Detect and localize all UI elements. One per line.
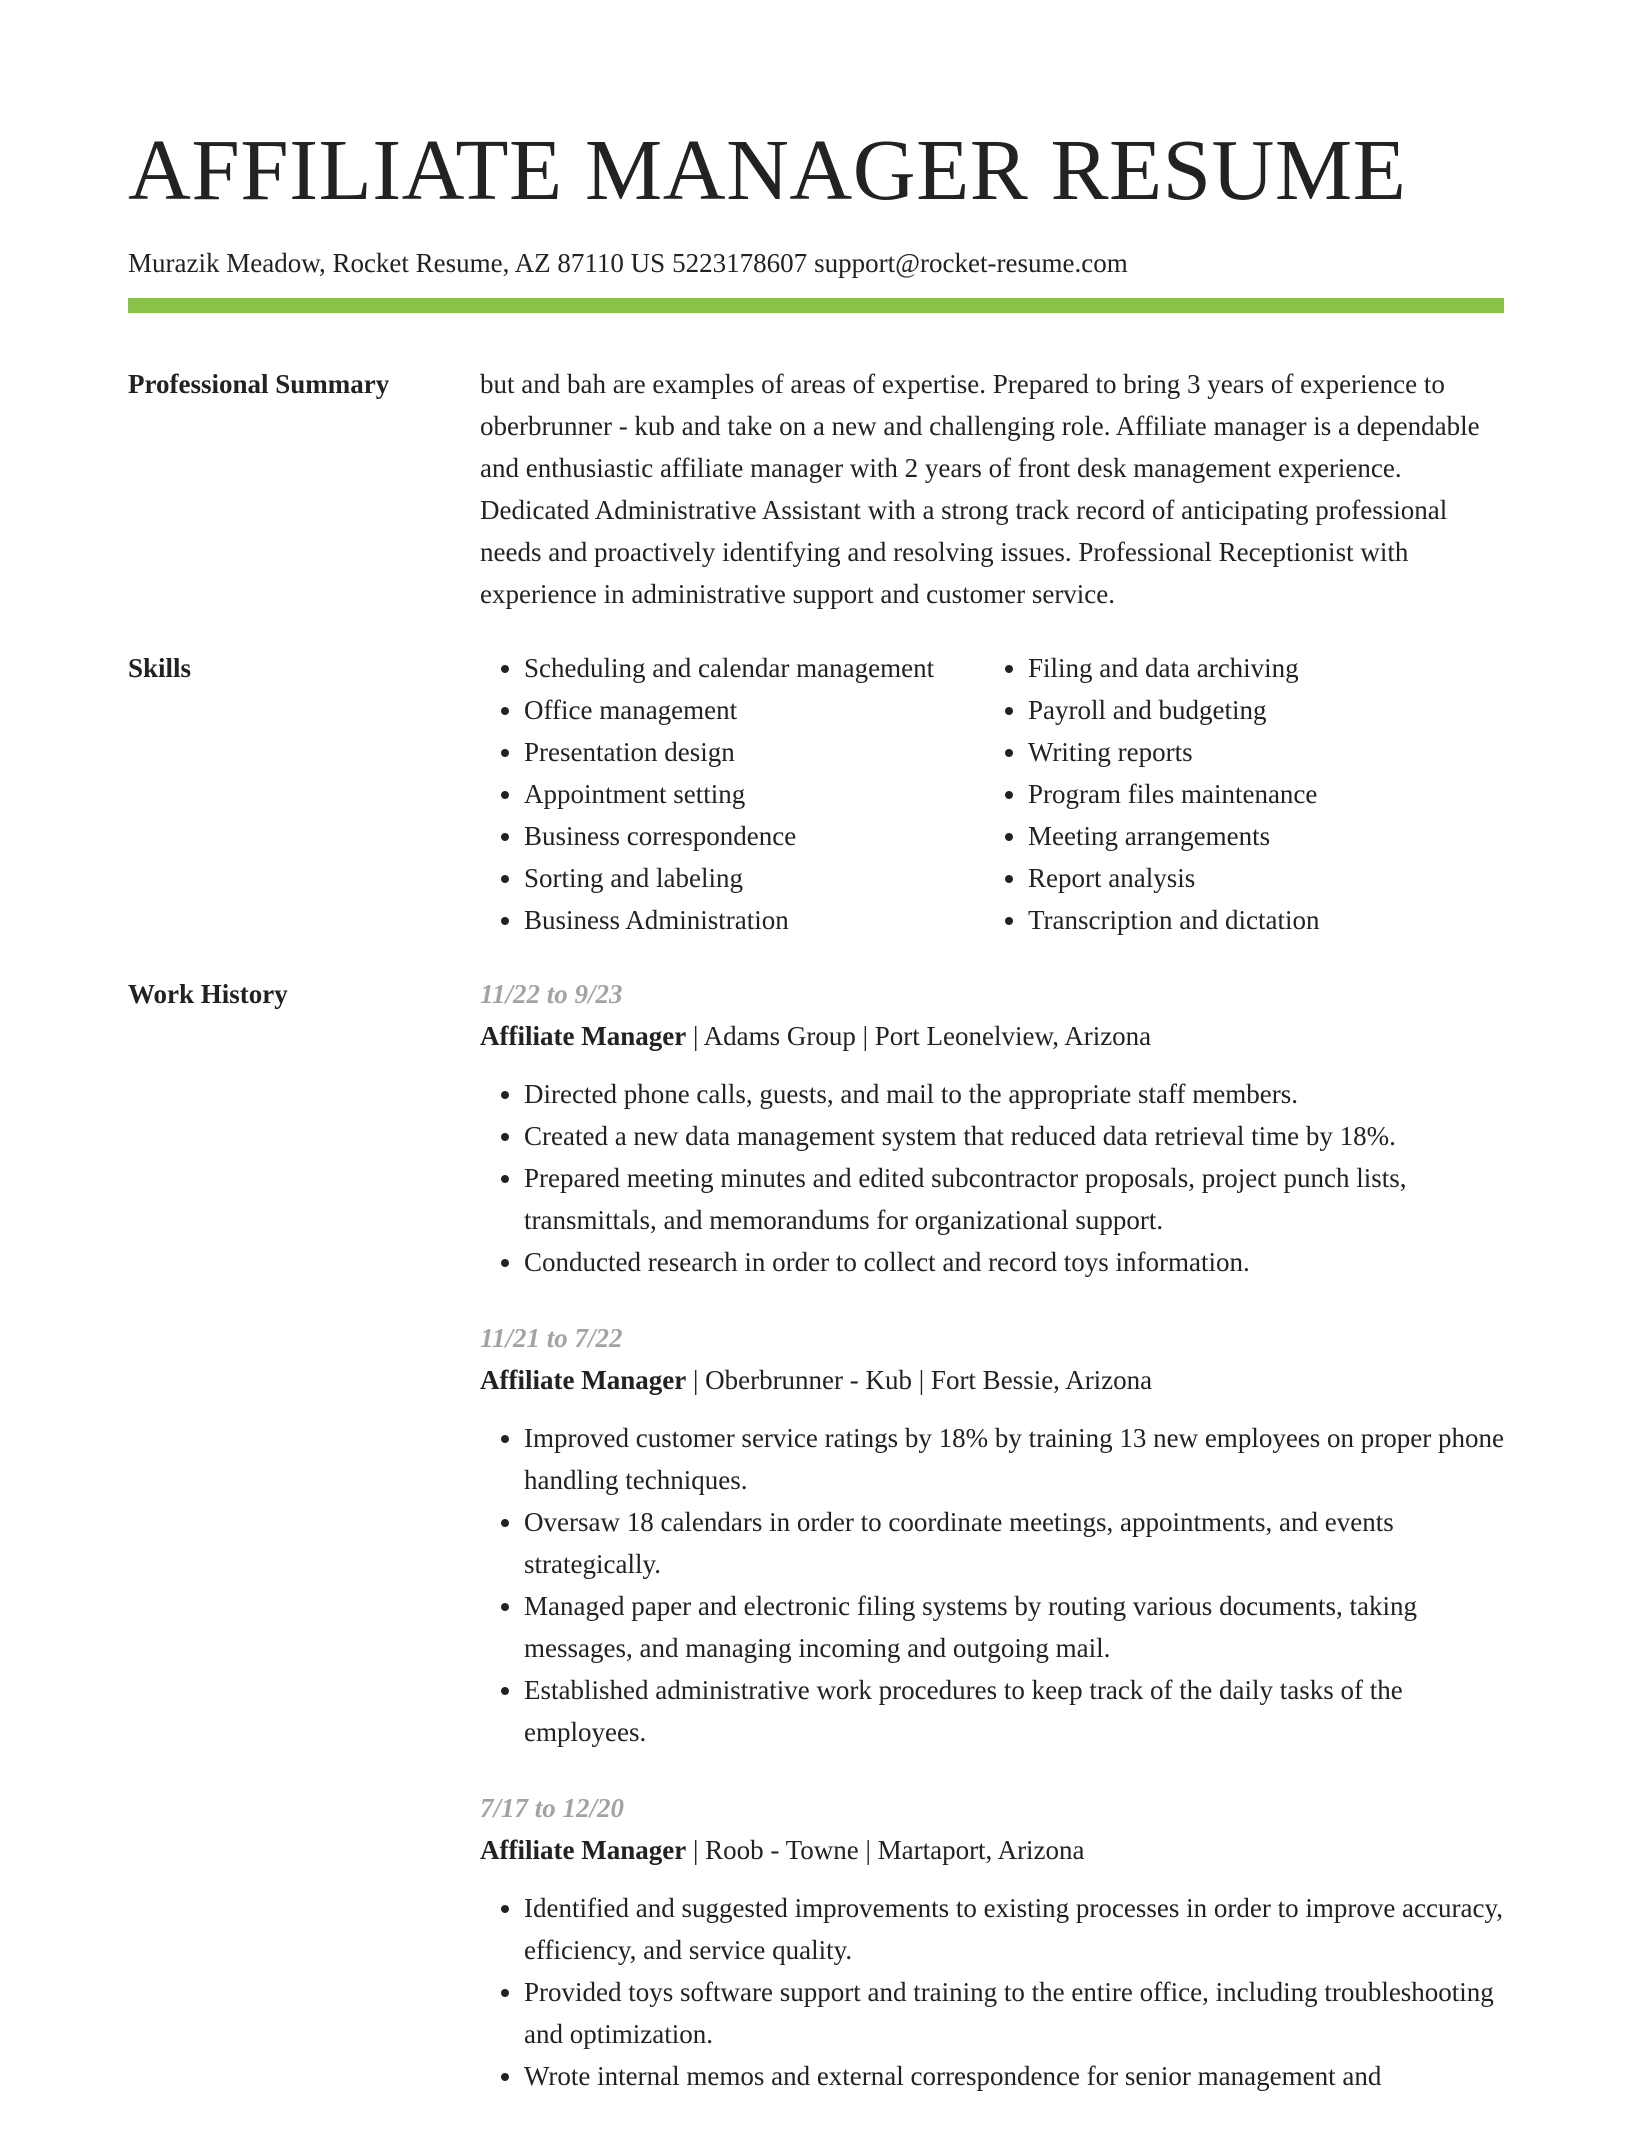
job-bullet: • Managed paper and electronic filing systems by routing various documents, taking messages, and managing incoming and outgoing mail. xyxy=(524,1585,1504,1669)
skill-item: • Scheduling and calendar management xyxy=(524,647,984,689)
job-dates: 11/21 to 7/22 xyxy=(480,1323,623,1353)
job-entry xyxy=(480,973,1504,1283)
skill-item: • Business Administration xyxy=(524,899,984,941)
job-title: Affiliate Manager xyxy=(480,1835,687,1865)
contact-email: support@rocket-resume.com xyxy=(814,248,1128,278)
skill-item: • Report analysis xyxy=(1028,857,1504,899)
job-bullets xyxy=(480,1887,1504,2097)
job-heading xyxy=(480,1015,1504,1057)
job-bullet: • Improved customer service ratings by 18% by training 13 new employees on proper phone handling techniques. xyxy=(524,1417,1504,1501)
job-dates: 7/17 to 12/20 xyxy=(480,1793,625,1823)
skill-item: • Office management xyxy=(524,689,984,731)
resume-title: AFFILIATE MANAGER RESUME xyxy=(128,121,1407,218)
job-bullet: • Directed phone calls, guests, and mail to the appropriate staff members. xyxy=(524,1073,1504,1115)
job-bullet: • Created a new data management system that reduced data retrieval time by 18%. xyxy=(524,1115,1504,1157)
job-bullet: • Identified and suggested improvements to existing processes in order to improve accuracy, efficiency, and service quality. xyxy=(524,1887,1504,1971)
summary-body xyxy=(480,363,1504,615)
summary-text: but and bah are examples of areas of expertise. Prepared to bring 3 years of experience to oberbrunner - kub and take on a new and challenging role. Affiliate manager is a dependable and enthusiastic affiliate manager with 2 years of front desk management experience. Dedicated Administrative Assistant with a strong track record of anticipating professional needs and proactively identifying and resolving issues. Professional Receptionist with experience in administrative support and customer service. xyxy=(480,369,1480,609)
job-bullet: • Wrote internal memos and external correspondence for senior management and xyxy=(524,2055,1504,2097)
contact-address: Murazik Meadow, Rocket Resume, AZ 87110 US xyxy=(128,248,666,278)
job-bullet: • Prepared meeting minutes and edited subcontractor proposals, project punch lists, transmittals, and memorandums for organizational support. xyxy=(524,1157,1504,1241)
skill-item: • Filing and data archiving xyxy=(1028,647,1504,689)
skills-grid xyxy=(480,647,1504,941)
skill-item: • Presentation design xyxy=(524,731,984,773)
job-bullets xyxy=(480,1073,1504,1283)
job-entry xyxy=(480,1317,1504,1753)
skill-item: • Meeting arrangements xyxy=(1028,815,1504,857)
work-history-body xyxy=(480,973,1504,2131)
skill-item: • Business correspondence xyxy=(524,815,984,857)
work-history-section xyxy=(128,973,1504,2131)
contact-phone: 5223178607 xyxy=(672,248,808,278)
job-heading xyxy=(480,1359,1504,1401)
skills-heading: Skills xyxy=(128,653,192,683)
summary-section xyxy=(128,363,1504,615)
skills-section xyxy=(128,647,1504,941)
job-heading xyxy=(480,1829,1504,1871)
job-bullet: • Conducted research in order to collect and record toys information. xyxy=(524,1241,1504,1283)
job-bullet: • Provided toys software support and training to the entire office, including troubleshooting and optimization. xyxy=(524,1971,1504,2055)
skill-item: • Sorting and labeling xyxy=(524,857,984,899)
skills-list-right xyxy=(984,647,1504,941)
summary-heading: Professional Summary xyxy=(128,369,390,399)
skill-item: • Writing reports xyxy=(1028,731,1504,773)
skill-item: • Program files maintenance xyxy=(1028,773,1504,815)
job-title: Affiliate Manager xyxy=(480,1365,687,1395)
job-dates: 11/22 to 9/23 xyxy=(480,979,623,1009)
skill-item: • Appointment setting xyxy=(524,773,984,815)
contact-line xyxy=(128,246,1504,280)
work-history-heading: Work History xyxy=(128,979,288,1009)
job-title: Affiliate Manager xyxy=(480,1021,687,1051)
job-details: | Oberbrunner - Kub | Fort Bessie, Arizona xyxy=(686,1365,1153,1395)
job-bullet: • Oversaw 18 calendars in order to coordinate meetings, appointments, and events strategically. xyxy=(524,1501,1504,1585)
job-bullets xyxy=(480,1417,1504,1753)
job-bullet: • Established administrative work procedures to keep track of the daily tasks of the employees. xyxy=(524,1669,1504,1753)
skill-item: • Transcription and dictation xyxy=(1028,899,1504,941)
accent-divider xyxy=(128,298,1504,313)
skills-list-left xyxy=(480,647,984,941)
resume-page xyxy=(128,0,1504,2131)
skill-item: • Payroll and budgeting xyxy=(1028,689,1504,731)
job-entry xyxy=(480,1787,1504,2097)
job-details: | Adams Group | Port Leonelview, Arizona xyxy=(686,1021,1152,1051)
job-details: | Roob - Towne | Martaport, Arizona xyxy=(686,1835,1085,1865)
